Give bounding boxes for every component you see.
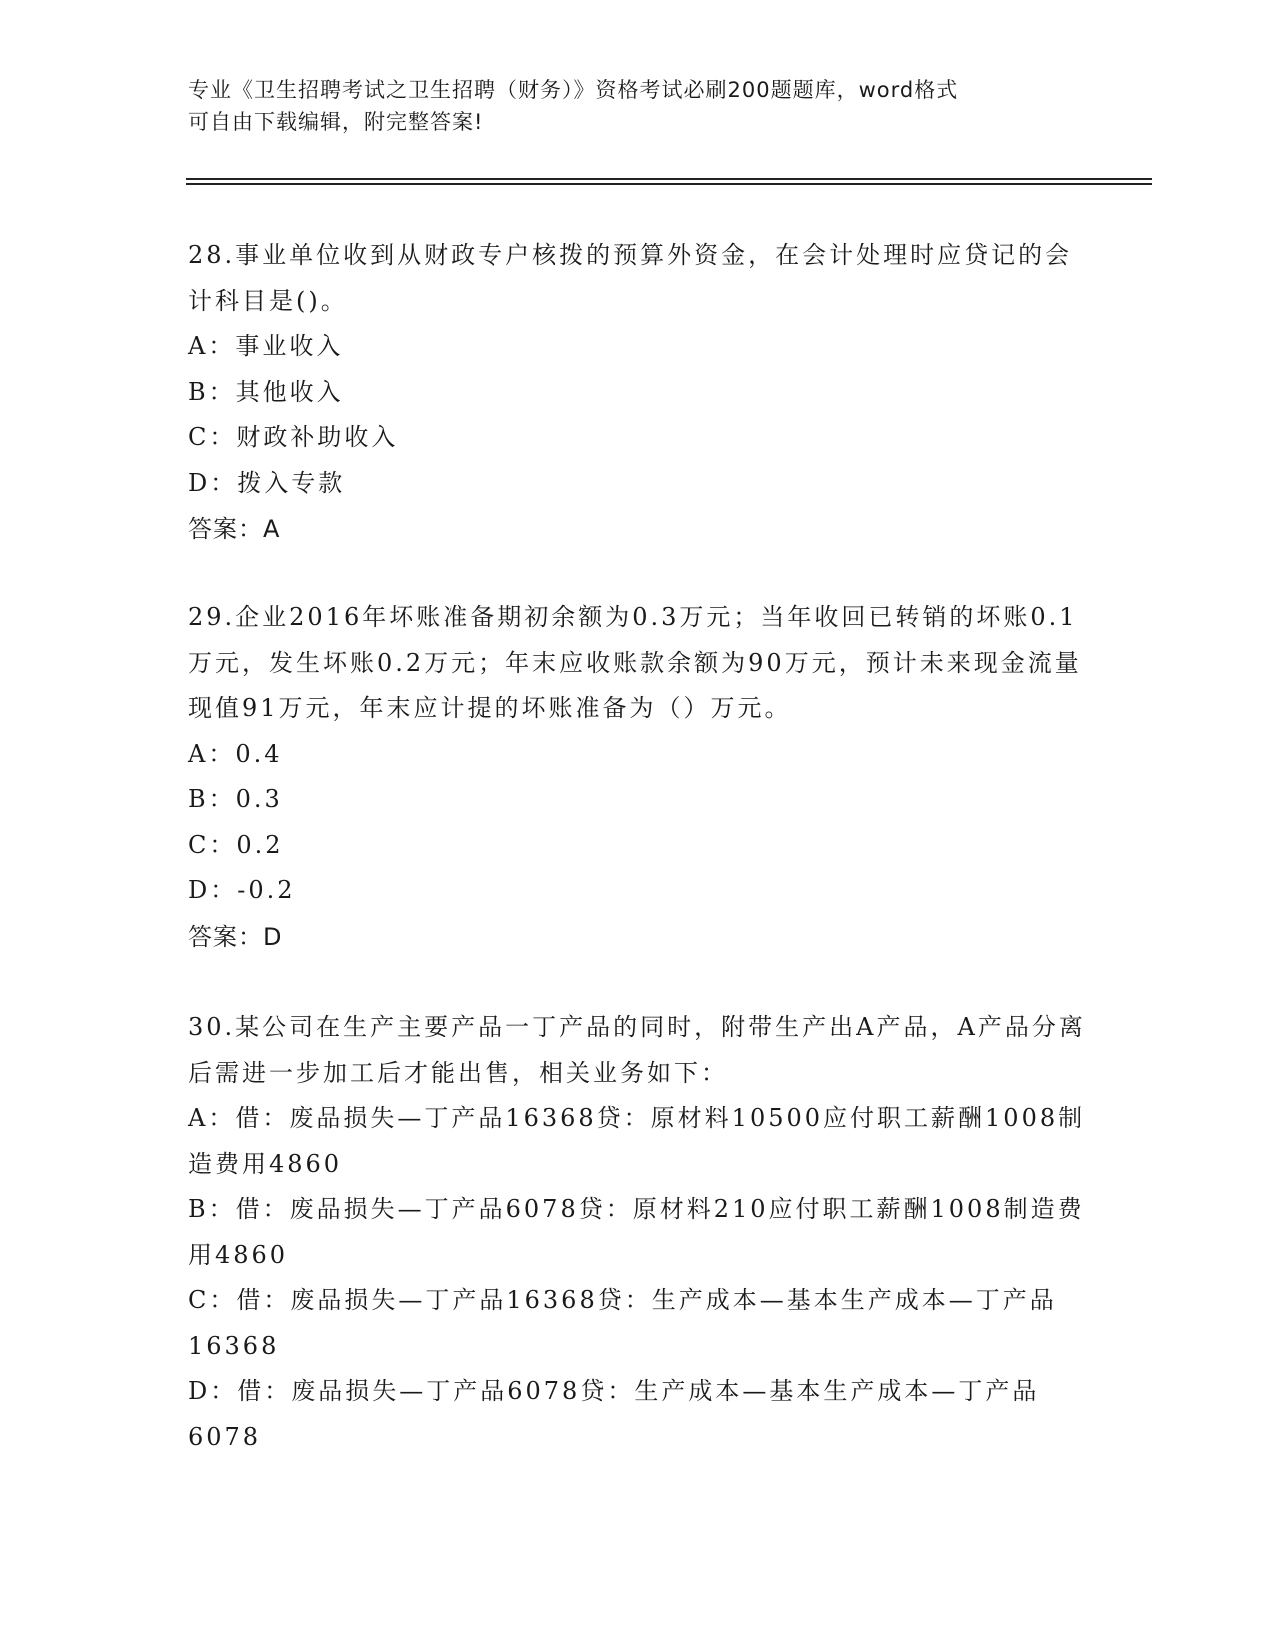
header-divider-top: [186, 178, 1152, 180]
answer-label: 答案：A: [188, 515, 281, 543]
option-a: A：0.4: [188, 739, 283, 768]
option-c: C：0.2: [188, 830, 284, 859]
document-header: [188, 74, 1088, 138]
option-b: B：其他收入: [188, 377, 344, 406]
header-line-2: 可自由下载编辑，附完整答案!: [188, 110, 484, 134]
answer-label: 答案：D: [188, 922, 283, 951]
question-28: [188, 233, 1088, 552]
header-line-1: 专业《卫生招聘考试之卫生招聘（财务）》资格考试必刷200题题库，word格式: [188, 78, 959, 102]
option-b: B：借：废品损失—丁产品6078贷：原材料210应付职工薪酬1008制造费用4860: [188, 1195, 1085, 1269]
question-29: [188, 595, 1088, 960]
option-d: D：拨入专款: [188, 468, 346, 497]
option-a: A：事业收入: [188, 332, 344, 360]
question-stem: 29.企业2016年坏账准备期初余额为0.3万元；当年收回已转销的坏账0.1万元，发生坏账0.2万元；年末应收账款余额为90万元，预计未来现金流量现值91万元，年末应计提的坏账准备为（）万元。: [188, 603, 1082, 722]
header-divider-bottom: [186, 183, 1152, 185]
option-c: C：财政补助收入: [188, 423, 399, 451]
option-c: C：借：废品损失—丁产品16368贷：生产成本—基本生产成本—丁产品16368: [188, 1286, 1057, 1360]
question-30: [188, 1005, 1088, 1460]
question-stem: 30.某公司在生产主要产品一丁产品的同时，附带生产出A产品，A产品分离后需进一步加工后才能出售，相关业务如下：: [188, 1013, 1086, 1087]
question-stem: 28.事业单位收到从财政专户核拨的预算外资金，在会计处理时应贷记的会计科目是()。: [188, 241, 1073, 315]
option-b: B：0.3: [188, 785, 283, 813]
option-d: D：-0.2: [188, 876, 296, 904]
option-d: D：借：废品损失—丁产品6078贷：生产成本—基本生产成本—丁产品6078: [188, 1377, 1040, 1451]
option-a: A：借：废品损失—丁产品16368贷：原材料10500应付职工薪酬1008制造费用4860: [188, 1104, 1086, 1178]
